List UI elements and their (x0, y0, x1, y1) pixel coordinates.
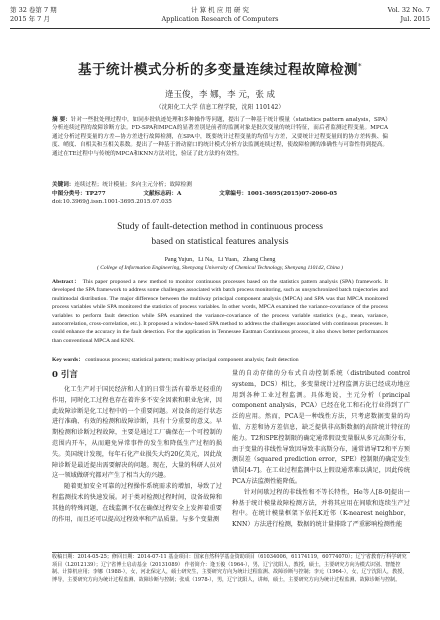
header-right (388, 6, 430, 24)
body-paragraph: 量的自动存储的分布式自动控制系统（distributed control system，DCS）相比，多变量统计过程监测方法已经成功地应用到各种工业过程监测。具体地说，主元分析（principal component analysis，PCA）已经在化工和石化行业得到了广泛的应用。然而，PCA是一种线性方法，只考虑数据变量的均值、方差和协方差信息，缺乏提供非高斯数据的高阶统计特征的能力。T2和SPE控制限的确定通常假设变量服从多元高斯分布，由于变量的非线性导致因导致非高斯分布，通常请导T2和平方预测误差（squared prediction error，SPE）控制限的确定发生错误[4-7]。在工业过程监测中以上假设通常难以满足，因此传统PCA方法监测性能降低。 (232, 370, 410, 485)
class-number-value: TP277 (85, 191, 106, 197)
issue-date: 2015 年 7 月 (10, 15, 50, 23)
journal-name-en: Application Research of Computers (161, 15, 279, 23)
article-number-label: 文章编号： (219, 191, 248, 197)
english-title (30, 220, 410, 250)
abstract-en (52, 278, 388, 345)
class-number (52, 190, 106, 198)
abstract-en-label: Abstract： (52, 279, 81, 285)
journal-name-cn: 计 算 机 应 用 研 究 (191, 6, 249, 14)
body-paragraph: 化工生产对于国民经济和人们的日常生活有着举足轻重的作用，同时化工过程也存在着许多不安全因素和职业危害，因此故障诊断是化工过程中的一个重要问题。对设备的运行状态进行准确、有效的检测和故障诊断，具有十分重要的意义。早期检测和诊断过程故障，主要是通过工厂确保在一个可控制的范围内开车，从而避免异常事件的发生和降低生产过程的损失。美国统计发现，每年石化产业损失大约20亿美元，因此故障诊断是最近提出需要解决的问题。现在，大量的科研人员对这一领域做研究都对产生了相当大的兴趣。 (52, 386, 222, 480)
doi: doi:10.3969/j.issn.1001-3695.2015.07.035 (52, 199, 172, 205)
header-rule (10, 28, 430, 29)
date-en: Jul. 2015 (400, 15, 430, 23)
keywords-cn-label: 关键词： (52, 182, 75, 188)
body-paragraph: 针对间歇过程的非线性和不等长特性，He等人[8-9]提出一种基于统计模量故障检测方法，并将其应用在间歇和连续生产过程中。在统计模量框架下依托K近邻（K-nearest neighbor，KNN）方法进行检测，数据的统计量排除了严重影响检测性能 (232, 488, 410, 529)
section-heading-introduction: 0 引言 (52, 370, 78, 380)
keywords-cn-text: 连续过程；统计模量；多向主元分析；故障检测 (74, 182, 192, 188)
english-title-line-2: based on statistical features analysis (151, 237, 289, 247)
paper-title (10, 58, 430, 78)
keywords-en-text: continuous process; statistical pattern; multiway principal component analysis; fault detection (85, 357, 299, 363)
doc-code-label: 文献标志码： (143, 191, 177, 197)
abstract-en-text: This paper proposed a new method to monitor continuous processes based on the statistics pattern analysis (SPA) framework. It developed the SPA framework to address some challenges associated with batch process monitoring, such as unsynchronized batch trajectories and multimodal distribution. The major difference between the multiway principal component analysis (MPCA) and SPA was that MPCA monitored process variables while SPA monitored the statistics of process variables. In other words, MPCA examined the variance-covariance of the process variables to perform fault detection while SPA examined the variance-covariance of the process variable statistics (e.g., mean, variance, autocorrelation, cross-correlation, etc.). It proposed a window-based SPA method to address the challenges associated with continuous processes. It could enhance the accuracy in the fault detection. For the application in Tennessee Eastman Continuous process, it also shows better performances than conventional MPCA and KNN. (52, 279, 388, 344)
volume-issue: 第 32 卷第 7 期 (10, 6, 57, 14)
article-identifiers (52, 190, 410, 198)
body-column-right (232, 369, 410, 531)
english-affiliation: ( College of Information Engineering, Shenyang University of Chemical Technology, Shenyang 110142, China ) (97, 265, 343, 271)
abstract-cn (52, 116, 388, 158)
body-column-left (52, 369, 222, 525)
class-number-label: 中图分类号： (52, 191, 86, 197)
english-authors: Pang Yujun，Li Na，Li Yuan，Zhang Cheng (164, 257, 276, 263)
body-paragraph: 随着更加安全可靠的过程操作系统需求的增加，导致了过程监测技术的快速发展。对于类对检测过程时间，设备故障和其他的特殊问题，在线监测不仅在确保过程安全上发挥着重要的作用，而且还可以提高过程效率和产品质量。与多个变量测 (52, 483, 222, 523)
title-text: 基于统计模式分析的多变量连续过程故障检测 (78, 62, 358, 78)
doc-code-value: A (176, 191, 182, 197)
running-header (10, 6, 430, 36)
title-footnote-mark: * (358, 62, 362, 71)
doc-code (143, 190, 181, 198)
footnote: 收稿日期：2014-05-25；修回日期：2014-07-11 基金项目：国家自然科学基金资助项目（61034006，61174119，60774070）；辽宁省教育厅科学研究项目（L2012139）；辽宁省博士启动基金（20131089） 作者简介：逄玉俊（1964-），男，辽宁沈阳人，教授，硕士，主要研究方向为模式识别、智能控制、计算机应用；李娜（1988-），女，河北保定人，硕士研究生，主要研究方向为统计过程监测、故障诊断与控制；李元（1964-），女，辽宁沈阳人，教授，博导，主要研究方向为统计过程监测、故障诊断与控制；张成（1978-），男，辽宁沈阳人，讲师，硕士，主要研究方向为统计过程监测、故障诊断与控制。 (52, 554, 408, 583)
abstract-cn-label: 摘 要： (52, 117, 71, 123)
keywords-en-label: Key words： (52, 357, 84, 363)
abstract-cn-text: 针对一些批处理过程中，如同步批轨迹处理和多种操作等问题，提出了一种基于统计模量（statistics pattern analysis，SPA）分析连续过程的故障诊断方法。FD-SPA和MPCA的显著差别是前者的监测对象是批次变量的统计特征，而后者监测过程变量。MPCA通过分析过程变量的方差—协方差进行故障检测，在SPA中，既要统计过程变量的均值与方差，又要统计过程变量间的协方差转换、偏度、峭度、自相关和互相关系数。提出了一种基于滑动窗口的统计模式分析方法监测连续过程，使故障检测的准确性与可靠性得到提高。通过在TE过程中与传统的MPCA和KNN方法对比，验证了此方法的有效性。 (52, 117, 389, 157)
article-number (219, 190, 337, 198)
footnote-rule (52, 552, 410, 553)
author-list: 逄玉俊，李 娜，李 元，张 成 (164, 90, 276, 100)
header-center (10, 6, 430, 24)
volume-en: Vol. 32 No. 7 (387, 6, 430, 14)
english-title-line-1: Study of fault-detection method in continuous process (117, 222, 323, 232)
keywords-en (52, 356, 388, 364)
affiliation: （沈阳化工大学 信息工程学院，沈阳 110142） (155, 104, 285, 111)
article-number-value: 1001-3695(2015)07-2060-05 (247, 191, 338, 197)
keywords-cn (52, 181, 388, 189)
